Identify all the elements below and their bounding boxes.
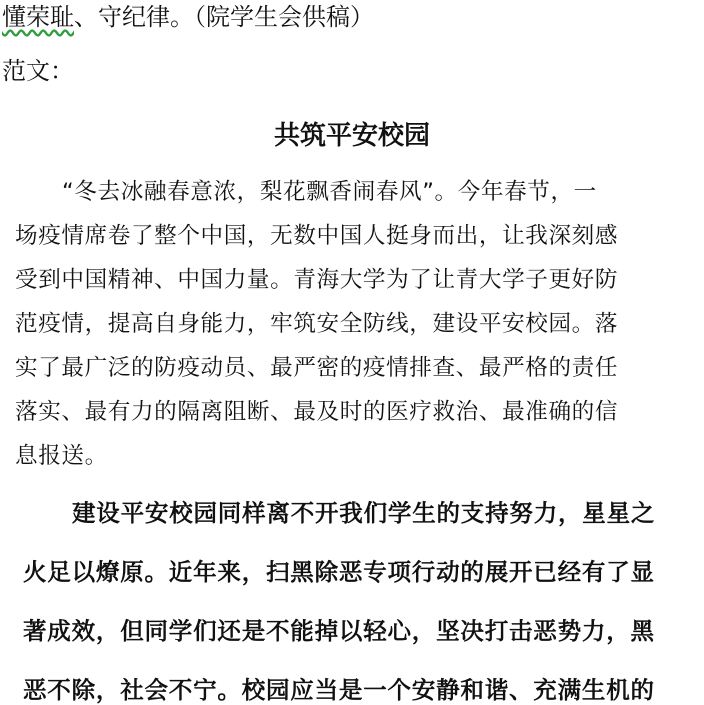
paragraph1-line: “冬去冰融春意浓，梨花飘香闹春风”。今年春节，一 <box>62 179 597 205</box>
paragraph2-line: 著成效，但同学们还是不能掉以轻心，坚决打击恶势力，黑 <box>23 617 655 645</box>
essay-title: 共筑平安校园 <box>273 121 430 151</box>
paragraph2-line: 恶不除，社会不宁。校园应当是一个安静和谐、充满生机的 <box>23 676 655 704</box>
previous-paragraph-text: 、守纪律。（院学生会供稿） <box>74 3 374 31</box>
paragraph1-line: 受到中国精神、中国力量。青海大学为了让青大学子更好防 <box>15 267 619 293</box>
paragraph1-line: 落实、最有力的隔离阻断、最及时的医疗救治、最准确的信 <box>15 399 619 425</box>
previous-paragraph-ending <box>2 2 374 32</box>
paragraph1-line: 场疫情席卷了整个中国，无数中国人挺身而出，让我深刻感 <box>15 223 619 249</box>
paragraph1-line: 息报送。 <box>15 443 108 469</box>
paragraph1-line: 实了最广泛的防疫动员、最严密的疫情排查、最严格的责任 <box>15 355 619 381</box>
sample-essay-label: 范文： <box>2 57 74 85</box>
paragraph2-line: 建设平安校园同样离不开我们学生的支持努力，星星之 <box>72 499 656 527</box>
spellcheck-flagged-text: 懂荣耻 <box>2 3 74 31</box>
paragraph1-line: 范疫情，提高自身能力，牢筑安全防线，建设平安校园。落 <box>15 311 619 337</box>
paragraph2-line: 火足以燎原。近年来，扫黑除恶专项行动的展开已经有了显 <box>23 558 655 586</box>
